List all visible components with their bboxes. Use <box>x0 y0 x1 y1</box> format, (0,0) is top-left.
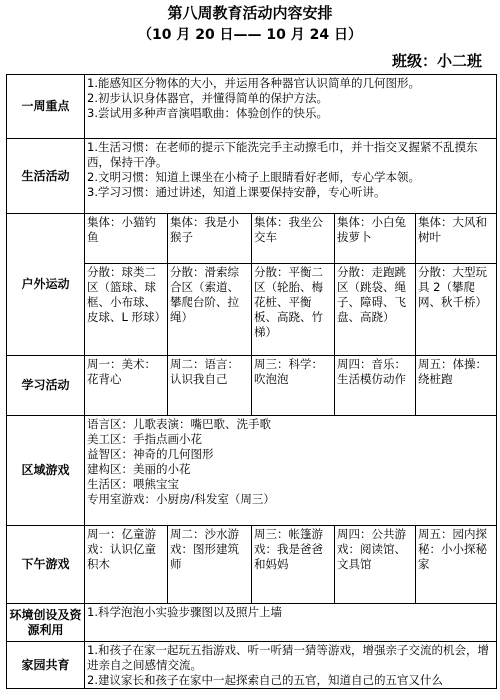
row-label-life: 生活活动 <box>7 139 85 214</box>
learning-cell: 周二：语言：认识我自己 <box>168 356 252 416</box>
outdoor-collective-cell: 集体：我是小猴子 <box>168 214 252 264</box>
life-item: 2.文明习惯：知道上课坐在小椅子上眼睛看好老师，专心学本领。 <box>87 170 420 184</box>
afternoon-cell: 周三：帐篷游戏：我是爸爸和妈妈 <box>252 526 335 604</box>
outdoor-split-cell: 分散：大型玩具 2（攀爬网、秋千桥） <box>416 264 497 356</box>
row-learning <box>7 356 497 416</box>
row-afternoon <box>7 526 497 604</box>
afternoon-cell: 周五：园内探秘：小小探秘家 <box>416 526 497 604</box>
home-item: 2.建议家长和孩子在家中一起探索自己的五官，知道自己的五官又什么 <box>87 673 443 687</box>
afternoon-cell: 周一：亿童游戏：认识亿童积木 <box>85 526 168 604</box>
afternoon-cell: 周四：公共游戏：阅读馆、文具馆 <box>335 526 416 604</box>
weekly-focus-content <box>85 75 497 139</box>
learning-cell: 周一：美术：花背心 <box>85 356 168 416</box>
date-range: （10 月 20 日—— 10 月 24 日） <box>137 27 363 43</box>
weekly-focus-item: 2.初步认识身体器官，并懂得简单的保护方法。 <box>87 91 328 105</box>
outdoor-collective-cell: 集体：小白兔拔萝卜 <box>335 214 416 264</box>
class-label: 班级：小二班 <box>391 52 482 70</box>
learning-cell: 周五：体操：绕桩跑 <box>416 356 497 416</box>
row-life <box>7 139 497 214</box>
row-home <box>7 642 497 689</box>
area-games-item: 美工区：手指点画小花 <box>87 432 202 446</box>
area-games-item: 专用室游戏：小厨房/科发室（周三） <box>87 492 275 506</box>
outdoor-split-cell: 分散：平衡二区（轮胎、梅花桩、平衡板、高跷、竹梯） <box>252 264 335 356</box>
row-area-games <box>7 416 497 526</box>
area-games-item: 建构区：美丽的小花 <box>87 462 191 476</box>
home-content <box>85 642 497 689</box>
outdoor-split-cell: 分散：走跑跳区（跳袋、绳子、障碍、飞盘、高跷） <box>335 264 416 356</box>
row-label-afternoon: 下午游戏 <box>7 526 85 604</box>
row-label-outdoor: 户外运动 <box>7 214 85 356</box>
afternoon-cell: 周二：沙水游戏：图形建筑师 <box>168 526 252 604</box>
environment-item: 1.科学泡泡小实验步骤图以及照片上墙 <box>87 605 282 619</box>
life-content <box>85 139 497 214</box>
row-label-weekly-focus: 一周重点 <box>7 75 85 139</box>
area-games-item: 益智区：神奇的几何图形 <box>87 447 214 461</box>
learning-cell: 周三：科学：吹泡泡 <box>252 356 335 416</box>
page-title: 第八周教育活动内容安排 <box>167 4 333 22</box>
weekly-focus-item: 3.尝试用多种声音演唱歌曲：体验创作的快乐。 <box>87 106 328 120</box>
schedule-table <box>6 74 497 689</box>
environment-content <box>85 604 497 642</box>
home-item: 1.和孩子在家一起玩五指游戏、听一听猜一猜等游戏，增强亲子交流的机会，增进亲自之间感情交流。 <box>87 643 489 672</box>
outdoor-split-cell: 分散：滑索综合区（索道、攀爬台阶、拉绳） <box>168 264 252 356</box>
area-games-item: 语言区：儿歌表演：嘴巴歌、洗手歌 <box>87 417 271 431</box>
outdoor-collective-cell: 集体：我坐公交车 <box>252 214 335 264</box>
area-games-content <box>85 416 497 526</box>
life-item: 3.学习习惯：通过讲述，知道上课要保持安静，专心听讲。 <box>87 185 386 199</box>
row-label-home: 家园共育 <box>7 642 85 689</box>
life-item: 1.生活习惯：在老师的提示下能洗完手主动擦毛巾，并十指交叉握紧不乱摸东西，保持干净。 <box>87 140 478 169</box>
row-label-learning: 学习活动 <box>7 356 85 416</box>
outdoor-collective-cell: 集体：小猫钓鱼 <box>85 214 168 264</box>
row-environment <box>7 604 497 642</box>
learning-cell: 周四：音乐：生活模仿动作 <box>335 356 416 416</box>
row-label-environment: 环境创设及资源利用 <box>7 604 85 642</box>
row-outdoor-collective <box>7 214 497 264</box>
weekly-focus-item: 1.能感知区分物体的大小，并运用各种器官认识简单的几何图形。 <box>87 76 420 90</box>
row-weekly-focus <box>7 75 497 139</box>
area-games-item: 生活区：喂熊宝宝 <box>87 477 179 491</box>
outdoor-split-cell: 分散：球类二区（篮球、球框、小布球、皮球、L 形球） <box>85 264 168 356</box>
outdoor-collective-cell: 集体：大风和树叶 <box>416 214 497 264</box>
row-label-area-games: 区域游戏 <box>7 416 85 526</box>
